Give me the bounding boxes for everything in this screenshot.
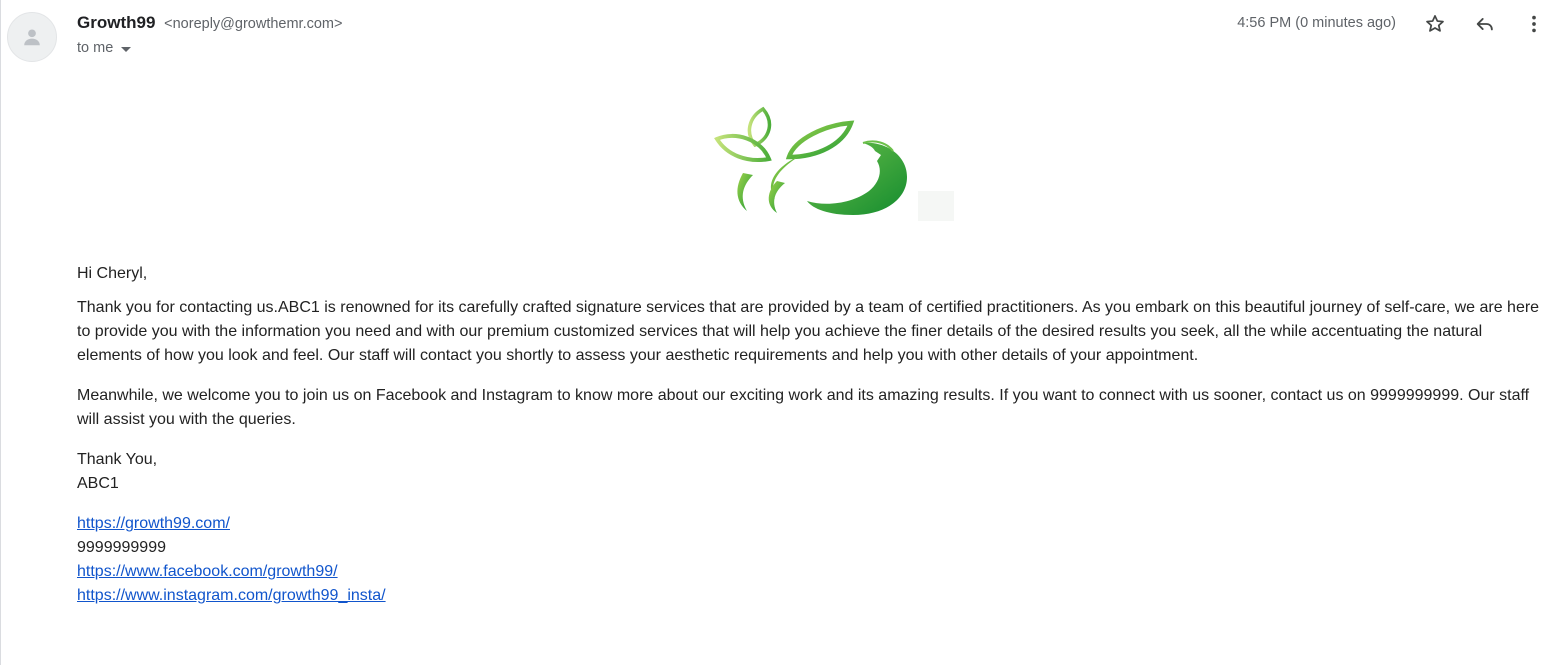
sender-avatar[interactable] <box>7 12 57 62</box>
website-link[interactable]: https://growth99.com/ <box>77 515 230 532</box>
more-options-button[interactable] <box>1521 11 1547 37</box>
sender-name[interactable]: Growth99 <box>77 13 156 32</box>
reply-icon <box>1474 13 1496 35</box>
leaf-face-logo-icon <box>713 103 963 225</box>
email-body <box>77 262 1549 608</box>
recipient-details-toggle[interactable] <box>77 40 131 56</box>
star-outline-icon <box>1424 13 1446 35</box>
contact-links-block <box>77 512 1549 608</box>
facebook-link[interactable]: https://www.facebook.com/growth99/ <box>77 563 338 580</box>
person-icon <box>21 26 43 48</box>
sender-line <box>77 13 342 33</box>
recipient-label: to me <box>77 40 114 56</box>
more-vertical-icon <box>1523 13 1545 35</box>
brand-logo-image <box>713 103 963 225</box>
phone-number: 9999999999 <box>77 539 166 556</box>
greeting-text: Hi Cheryl, <box>77 265 148 282</box>
chevron-down-icon <box>121 47 131 52</box>
message-timestamp: 4:56 PM (0 minutes ago) <box>1237 15 1396 31</box>
instagram-link[interactable]: https://www.instagram.com/growth99_insta/ <box>77 587 386 604</box>
star-button[interactable] <box>1422 11 1448 37</box>
sender-email: <noreply@growthemr.com> <box>164 16 343 32</box>
signoff-block <box>77 448 1549 496</box>
body-paragraph-intro: Thank you for contacting us.ABC1 is renowned for its carefully crafted signature services that are provided by a team of certified practitioners. As you embark on this beautiful journey of self-care, we are here to provide you with the information you need and with our premium customized services that will help you achieve the finer details of the desired results you seek, all the while accentuating the natural elements of how you look and feel. Our staff will contact you shortly to assess your aesthetic requirements and help you with other details of your appointment. <box>77 299 1540 364</box>
body-paragraph-social: Meanwhile, we welcome you to join us on Facebook and Instagram to know more about our exciting work and its amazing results. If you want to connect with us sooner, contact us on 9999999999. Our staff will assist you with the queries. <box>77 387 1530 428</box>
reply-button[interactable] <box>1472 11 1498 37</box>
signature-name: ABC1 <box>77 475 119 492</box>
closing-text: Thank You, <box>77 451 158 468</box>
